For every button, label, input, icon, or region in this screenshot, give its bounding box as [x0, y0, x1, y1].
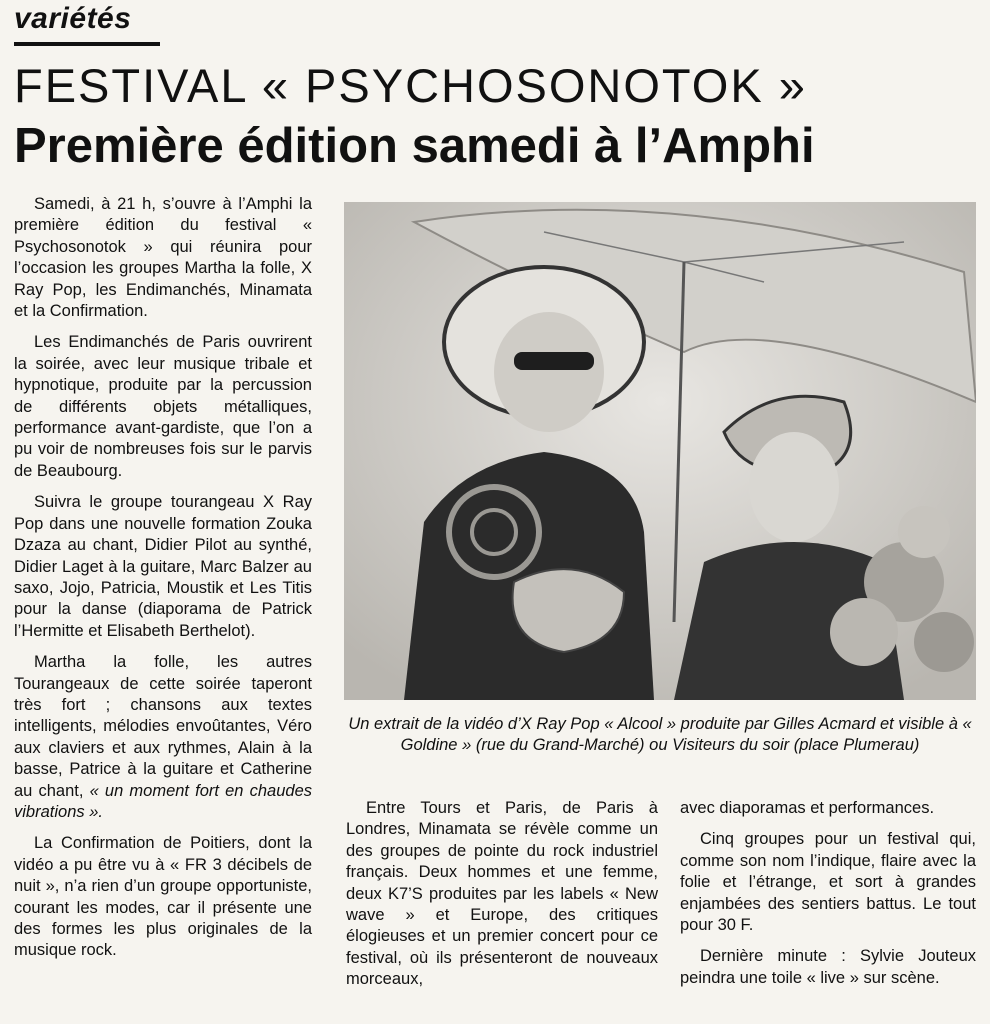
article-paragraph: Entre Tours et Paris, de Paris à Londres, Minamata se révèle comme un des groupes de pointe du rock industriel français. Deux hommes et une femme, deux K7’S produites par les labels « New wave » et Europe, des critiques élogieuses et un premier concert pour ce festival, où ils présenteront de nouveaux morceaux,	[346, 799, 658, 989]
photo-illustration	[344, 202, 976, 700]
article-paragraph: avec diaporamas et performances.	[680, 799, 935, 817]
article-paragraph: Suivra le groupe tourangeau X Ray Pop dans une nouvelle formation Zouka Dzaza au chant, Didier Pilot au synthé, Didier Laget à la guitare, Marc Balzer au saxo, Jojo, Patricia, Moustik et Les Titis pour la danse (diaporama de Patrick l’Hermitte et Elisabeth Berthelot).	[14, 493, 312, 640]
paragraph-text: Martha la folle, les autres Tourangeaux de cette soirée taperont très fort ; chansons aux textes intelligents, mélodies envoûtantes, Véro aux claviers et aux rythmes, Alain à la basse, Patrice à la guitare et Catherine au chant,	[14, 653, 312, 800]
article-photo	[344, 202, 976, 700]
article-paragraph: Les Endimanchés de Paris ouvrirent la soirée, avec leur musique tribale et hypnotique, produite par la percussion de différents objets métalliques, performance avant-gardiste, que l’on a pu voir de nombreuses fois sur le parvis de Beaubourg.	[14, 333, 312, 480]
article-column-middle	[346, 798, 658, 1001]
article-column-right	[680, 798, 976, 999]
article-paragraph: Cinq groupes pour un festival qui, comme son nom l’indique, flaire avec la folie et l’étrange, et sort à grandes enjambées des sentiers battus. Le tout pour 30 F.	[680, 830, 976, 935]
article-column-left	[14, 194, 312, 972]
headline-title: FESTIVAL « PSYCHOSONOTOK »	[14, 59, 807, 112]
section-label: variétés	[14, 2, 132, 35]
section-underline	[14, 42, 160, 46]
photo-caption: Un extrait de la vidéo d’X Ray Pop « Alcool » produite par Gilles Acmard et visible à « Goldine » (rue du Grand-Marché) ou Visiteurs du soir (place Plumerau)	[348, 715, 972, 754]
article-paragraph	[14, 652, 312, 823]
article-paragraph: Dernière minute : Sylvie Jouteux peindra une toile « live » sur scène.	[680, 947, 976, 987]
paragraph-quote: « un moment fort en chaudes vibrations ».	[14, 781, 312, 821]
article-paragraph: Samedi, à 21 h, s’ouvre à l’Amphi la première édition du festival « Psychosonotok » qui réunira pour l’occasion les groupes Martha la folle, X Ray Pop, les Endimanchés, Minamata et la Confirmation.	[14, 195, 312, 321]
article-paragraph: La Confirmation de Poitiers, dont la vidéo a pu être vu à « FR 3 décibels de nuit », n’a rien d’un groupe opportuniste, courant les modes, car il présente une des formes les plus originales de la musique rock.	[14, 834, 312, 960]
headline-subtitle: Première édition samedi à l’Amphi	[14, 119, 815, 173]
